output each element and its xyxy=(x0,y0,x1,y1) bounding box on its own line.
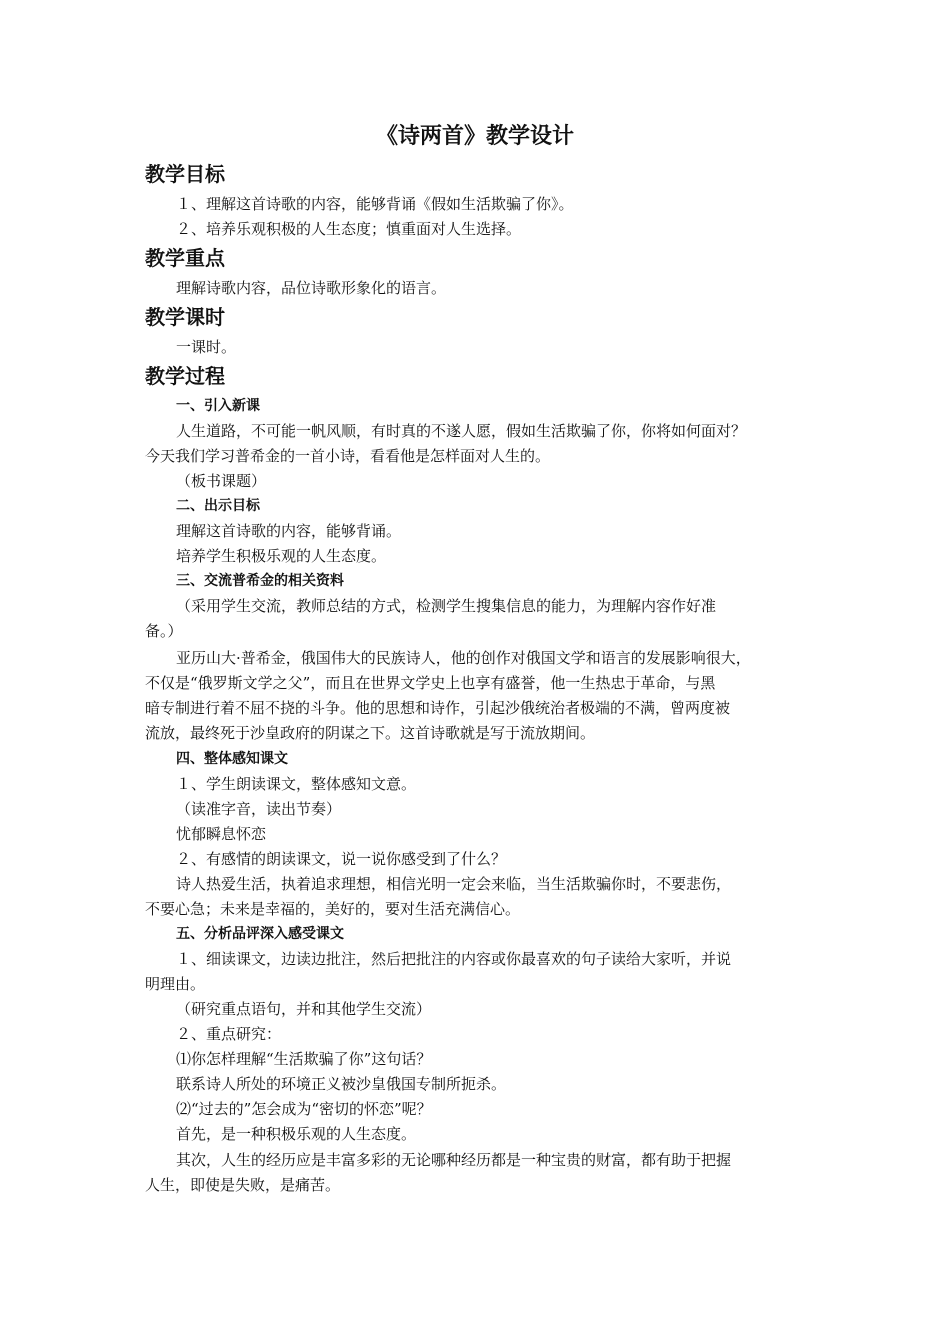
step-title: 三、交流普希金的相关资料 xyxy=(176,573,344,589)
step-title: 二、出示目标 xyxy=(176,498,260,514)
paragraph-line: １、细读课文，边读边批注，然后把批注的内容或你最喜欢的句子读给大家听，并说 xyxy=(176,950,732,968)
paragraph-line: （研究重点语句，并和其他学生交流） xyxy=(176,1000,432,1018)
paragraph-line: 流放，最终死于沙皇政府的阴谋之下。这首诗歌就是写于流放期间。 xyxy=(145,724,596,742)
paragraph-line: ２、有感情的朗读课文，说一说你感受到了什么？ xyxy=(176,850,507,868)
heading-teaching-hours: 教学课时 xyxy=(145,305,225,329)
paragraph-line: 首先，是一种积极乐观的人生态度。 xyxy=(176,1125,417,1143)
paragraph-line: 人生，即使是失败，是痛苦。 xyxy=(145,1176,341,1194)
hours-text: 一课时。 xyxy=(176,338,237,356)
paragraph-line: 人生道路，不可能一帆风顺，有时真的不遂人愿，假如生活欺骗了你，你将如何面对？ xyxy=(176,422,747,440)
step-title: 五、分析品评深入感受课文 xyxy=(176,926,344,942)
paragraph-line: （板书课题） xyxy=(176,472,267,490)
paragraph-line: （读准字音，读出节奏） xyxy=(176,800,342,818)
paragraph-line: 培养学生积极乐观的人生态度。 xyxy=(176,547,387,565)
paragraph-line: ⑴你怎样理解“生活欺骗了你”这句话？ xyxy=(176,1050,432,1068)
heading-teaching-goals: 教学目标 xyxy=(145,162,225,186)
paragraph-line: 暗专制进行着不屈不挠的斗争。他的思想和诗作，引起沙俄统治者极端的不满，曾两度被 xyxy=(145,699,731,717)
focus-text: 理解诗歌内容，品位诗歌形象化的语言。 xyxy=(176,279,447,297)
paragraph-line: 今天我们学习普希金的一首小诗，看看他是怎样面对人生的。 xyxy=(145,447,551,465)
paragraph-line: ⑵“过去的”怎会成为“密切的怀恋”呢？ xyxy=(176,1100,432,1118)
paragraph-line: 理解这首诗歌的内容，能够背诵。 xyxy=(176,522,402,540)
step-title: 一、引入新课 xyxy=(176,398,260,414)
step-title: 四、整体感知课文 xyxy=(176,751,288,767)
paragraph-line: 其次，人生的经历应是丰富多彩的无论哪种经历都是一种宝贵的财富，都有助于把握 xyxy=(176,1151,732,1169)
paragraph-line: 联系诗人所处的环境正义被沙皇俄国专制所扼杀。 xyxy=(176,1075,507,1093)
paragraph-line: １、学生朗读课文，整体感知文意。 xyxy=(176,775,417,793)
paragraph-line: ２、重点研究： xyxy=(176,1025,282,1043)
paragraph-line: 不要心急；未来是幸福的，美好的，要对生活充满信心。 xyxy=(145,900,521,918)
paragraph-line: 亚历山大·普希金，俄国伟大的民族诗人，他的创作对俄国文学和语言的发展影响很大， xyxy=(176,649,751,667)
paragraph-line: 备。） xyxy=(145,622,183,640)
document-title: 《诗两首》教学设计 xyxy=(375,124,574,149)
goal-item: １、理解这首诗歌的内容，能够背诵《假如生活欺骗了你》。 xyxy=(176,195,574,213)
heading-teaching-process: 教学过程 xyxy=(145,364,225,388)
paragraph-line: 不仅是“俄罗斯文学之父”，而且在世界文学史上也享有盛誉，他一生热忠于革命，与黑 xyxy=(145,674,716,692)
paragraph-line: 诗人热爱生活，执着追求理想，相信光明一定会来临，当生活欺骗你时，不要悲伤， xyxy=(176,875,732,893)
heading-teaching-focus: 教学重点 xyxy=(145,246,225,270)
paragraph-line: 忧郁瞬息怀恋 xyxy=(176,825,267,843)
goal-item: ２、培养乐观积极的人生态度；慎重面对人生选择。 xyxy=(176,220,522,238)
paragraph-line: （采用学生交流，教师总结的方式，检测学生搜集信息的能力，为理解内容作好准 xyxy=(176,597,717,615)
paragraph-line: 明理由。 xyxy=(145,975,206,993)
